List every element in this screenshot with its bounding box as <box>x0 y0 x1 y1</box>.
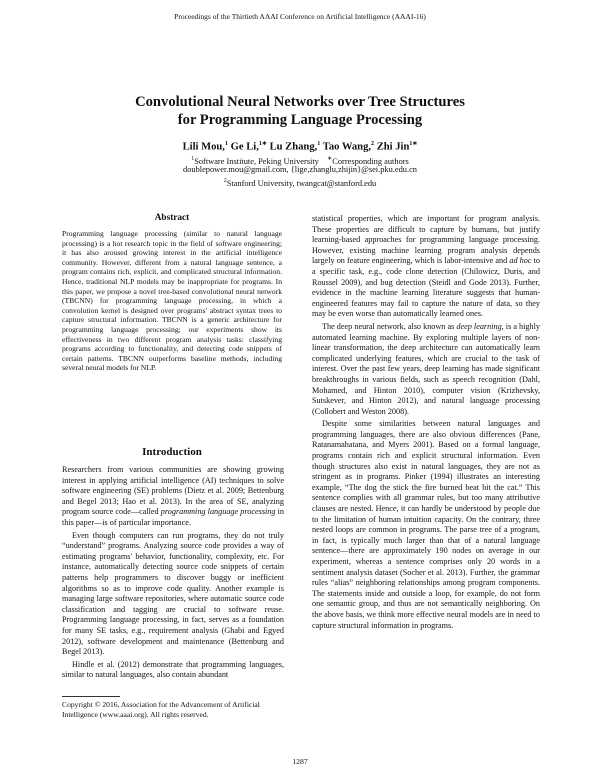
left-column-body <box>62 465 284 683</box>
proceedings-header: Proceedings of the Thirtieth AAAI Conference on Artificial Intelligence (AAAI-16) <box>174 12 426 21</box>
intro-paragraph-2: Even though computers can run programs, they do not truly “understand” programs. Analyzing source code provides a way of estimating programs' behavior, functionality, complexity, etc. For instance, automatically detecting source code snippets of certain patterns help programmers to discover buggy or inefficient algorithms so as to improve code quality. Another example is managing large software repositories, where automatic source code classification and tagging are crucial to software reuse. Programming language processing, in fact, serves as a foundation for many SE tasks, e.g., requirement analysis (Ghabi and Egyed 2012), software development and maintenance (Bettenburg and Begel 2013). <box>62 530 284 657</box>
author: Lu Zhang, <box>269 141 318 153</box>
abstract-heading: Abstract <box>154 213 190 223</box>
affiliation-line-3: $^2$Stanford University, twangcat@stanford.edu <box>223 178 377 188</box>
title-line-2: for Programming Language Processing <box>177 112 423 128</box>
intro-paragraph-1: Researchers from various communities are showing growing interest in applying artificial intelligence (AI) techniques to solve software engineering (SE) problems (Dietz et al. 2009; Bettenburg and Begel 2013; Hao et al. 2013). In the area of SE, analyzing program source code—called programming language processing in this paper—is of particular importance. <box>62 465 285 527</box>
footnote-rule <box>62 696 120 697</box>
author-list <box>0 140 600 153</box>
right-column-body <box>312 214 540 633</box>
author-sup: 1 <box>317 141 321 147</box>
author-sup: 1∗ <box>258 141 267 147</box>
author: Zhi Jin <box>376 141 410 153</box>
right-paragraph-3: Despite some similarities between natural languages and programming languages, there are also obvious differences (Pane, Ratanamahatana, and Myers 2001). Based on a formal language, programs contain rich and explicit structural information. Even though structures also exist in natural languages, they are not as stringent as in programs. Pinker (1994) illustrates an interesting example, “The dog the stick the fire burned beat bit the cat.” This sentence complies with all grammar rules, but too many attributive clauses are nested. Hence, it can hardly be understood by people due to the limitation of human intuition capacity. On the contrary, three nested loops are common in programs. The parse tree of a program, in fact, is typically much larger than that of a natural language sentence—there are approximately 190 nodes on average in our experiment, whereas a sentence comprises only 20 words in a sentiment analysis dataset (Socher et al. 2013). Further, the grammar rules “alias” neighboring relationships among program components. The statements inside and outside a loop, for example, do not form one semantic group, and thus are not semantically neighboring. On the above basis, we think more effective neural models are in need to capture structural information in programs. <box>312 419 540 630</box>
affiliation-emails: doublepower.mou@gmail.com, {lige,zhanglu,zhijin}@sei.pku.edu.cn <box>183 165 417 174</box>
right-paragraph-2: The deep neural network, also known as deep learning, is a highly automated learning machine. By exploring multiple layers of non-linear transformation, the deep architecture can automatically learn complicated underlying features, which are crucial to the task of interest. Over the past few years, deep learning has made significant breakthroughs in various fields, such as speech recognition (Dahl, Mohamed, and Hinton 2010), computer vision (Krizhevsky, Sutskever, and Hinton 2012), and natural language processing (Collobert and Weston 2008). <box>312 321 540 416</box>
affiliation-line-1: $^1$Software Institute, Peking University ∗Corresponding authors <box>191 156 409 166</box>
author: Ge Li, <box>230 141 259 153</box>
author-sup: 1 <box>224 141 228 147</box>
author: Lili Mou, <box>182 141 225 153</box>
author-sup: 1∗ <box>409 141 418 147</box>
title-line-1: Convolutional Neural Networks over Tree Structures <box>135 94 465 110</box>
right-paragraph-1: statistical properties, which are important for program analysis. These properties are difficult to capture by humans, but justify learning-based approaches for programming language processing. However, existing machine learning program analysis depends largely on feature engineering, which is labor-intensive and ad hoc to a specific task, e.g., code clone detection (Chilowicz, Duris, and Roussel 2009), and bug detection (Steidl and Gode 2013). Further, evidence in the machine learning literature suggests that human-engineered features may fail to capture the nature of data, so they may be even worse than automatically learned ones. <box>312 214 541 319</box>
abstract-text: Programming language processing (similar to natural language processing) is a hot research topic in the field of software engineering; it has also aroused growing interest in the artificial intelligence community. However, different from a natural language sentence, a program contains rich, explicit, and complicated structural information. Hence, traditional NLP models may be inappropriate for programs. In this paper, we propose a novel tree-based convolutional neural network (TBCNN) for programming language processing, in which a convolution kernel is designed over programs' abstract syntax trees to capture structural information. TBCNN is a generic architecture for programming language processing; our experiments show its effectiveness in two different program analysis tasks: classifying programs according to functionality, and detecting code snippets of certain patterns. TBCNN outperforms baseline methods, including several neural models for NLP. <box>62 229 282 373</box>
introduction-heading: Introduction <box>142 446 202 458</box>
paper-title <box>0 93 600 129</box>
page-number: 1287 <box>292 757 308 766</box>
author-sup: 2 <box>371 141 375 147</box>
copyright-notice: Copyright © 2016, Association for the Advancement of Artificial Intelligence (www.aaai.org). All rights reserved. <box>62 700 260 719</box>
intro-paragraph-3: Hindle et al. (2012) demonstrate that programming languages, similar to natural languages, also contain abundant <box>62 659 284 680</box>
author: Tao Wang, <box>322 141 372 153</box>
